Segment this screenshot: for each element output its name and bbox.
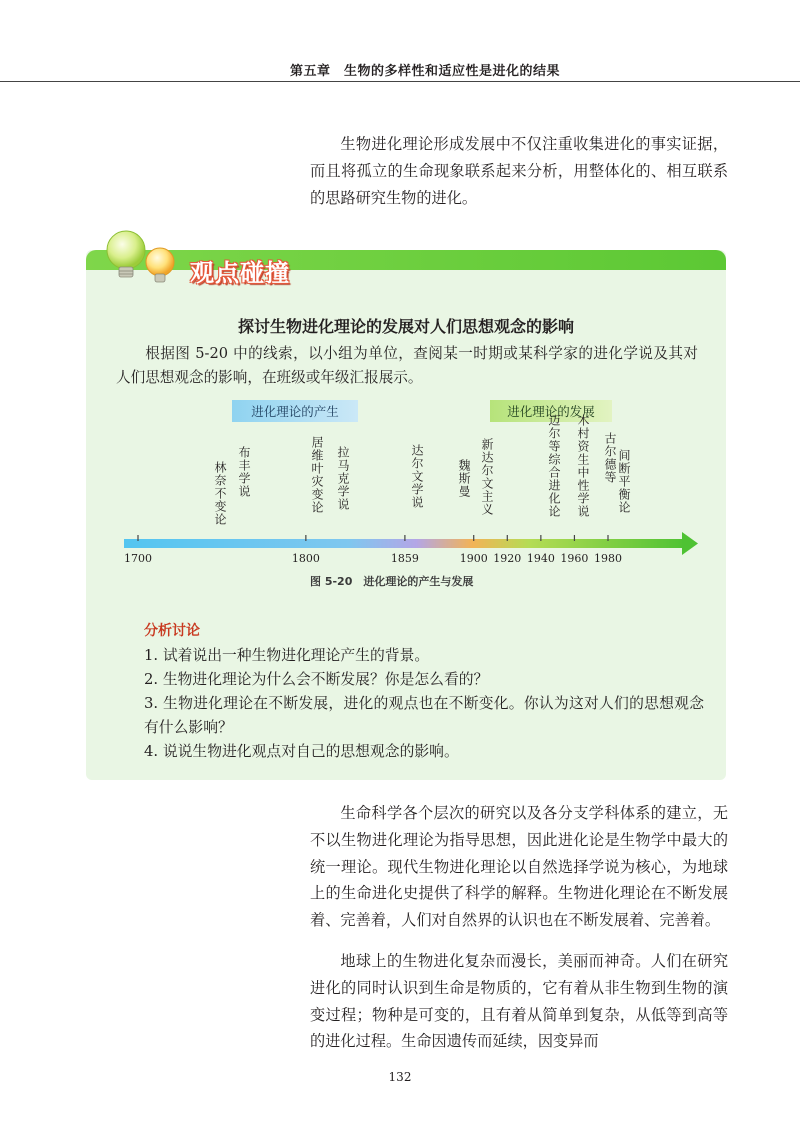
- timeline-arrowhead: [682, 532, 698, 555]
- timeline-year-label: 1920: [493, 552, 522, 565]
- stage-development-label: 进化理论的发展: [507, 404, 595, 419]
- timeline-year-label: 1900: [459, 552, 488, 565]
- theory-label: 魏斯曼: [457, 459, 471, 498]
- theory-label: 达尔文学说: [410, 444, 424, 509]
- discussion-question: [144, 692, 704, 739]
- viewpoint-instruction: 根据图 5-20 中的线索，以小组为单位，查阅某一时期或某科学家的进化学说及其对人们思想观念的影响，在班级或年级汇报展示。: [116, 345, 698, 386]
- discussion-question: 4. 说说生物进化观点对自己的思想观念的影响。: [144, 743, 459, 760]
- timeline-year-label: 1859: [390, 552, 419, 565]
- timeline-year-label: 1940: [526, 552, 555, 565]
- timeline-year-label: 1960: [560, 552, 589, 565]
- intro-paragraph: 生物进化理论形成发展中不仅注重收集进化的事实证据，而且将孤立的生命现象联系起来分析，用整体化的、相互联系的思路研究生物的进化。: [310, 135, 728, 207]
- discussion-question: 1. 试着说出一种生物进化理论产生的背景。: [144, 647, 430, 664]
- theory-label: 木村资生中性学说: [576, 414, 590, 518]
- theory-label: 居维叶灾变论: [310, 436, 324, 514]
- running-header: [0, 0, 800, 82]
- figure-caption: 图 5-20 进化理论的产生与发展: [310, 575, 474, 588]
- stage-origin-label: 进化理论的产生: [251, 404, 339, 419]
- evolution-timeline: [110, 396, 710, 596]
- theory-label: 间断平衡论: [617, 449, 631, 514]
- timeline-year-label: 1800: [291, 552, 320, 565]
- theory-label: 林奈不变论: [213, 461, 227, 526]
- discussion-question: 2. 生物进化理论为什么会不断发展？你是怎么看的？: [144, 671, 489, 688]
- theory-label: 古尔德等: [603, 432, 617, 484]
- page-number: 132: [388, 1070, 412, 1084]
- theory-label: 布丰学说: [237, 446, 251, 498]
- theory-label: 新达尔文主义: [480, 438, 494, 516]
- body-paragraph: 地球上的生物进化复杂而漫长，美丽而神奇。人们在研究进化的同时认识到生命是物质的，它有着从非生物到生物的演变过程；物种是可变的，且有着从简单到复杂，从低等到高等的进化过程。生命因遗传而延续，因变异而: [310, 952, 728, 1051]
- theory-label: 拉马克学说: [336, 446, 350, 511]
- discussion-question-text: 3. 生物进化理论在不断发展，进化的观点也在不断变化。你认为这对人们的思想观念有什么影响？: [144, 695, 704, 736]
- timeline-year-label: 1980: [594, 552, 622, 565]
- viewpoint-title: 探讨生物进化理论的发展对人们思想观念的影响: [237, 317, 574, 336]
- body-paragraph: 生命科学各个层次的研究以及各分支学科体系的建立，无不以生物进化理论为指导思想，因此进化论是生物学中最大的统一理论。现代生物进化理论以自然选择学说为核心，为地球上的生命进化史提供了科学的解释。生物进化理论在不断发展着、完善着，人们对自然界的认识也在不断发展着、完善着。: [310, 804, 728, 930]
- discussion-heading: 分析讨论: [144, 623, 200, 639]
- viewpoint-label: 观点碰撞: [190, 259, 290, 287]
- theory-label: 迈尔等综合进化论: [547, 414, 561, 518]
- timeline-year-label: 1700: [124, 552, 152, 565]
- lightbulb-icon: [102, 228, 192, 290]
- chapter-title: 第五章 生物的多样性和适应性是进化的结果: [290, 64, 561, 79]
